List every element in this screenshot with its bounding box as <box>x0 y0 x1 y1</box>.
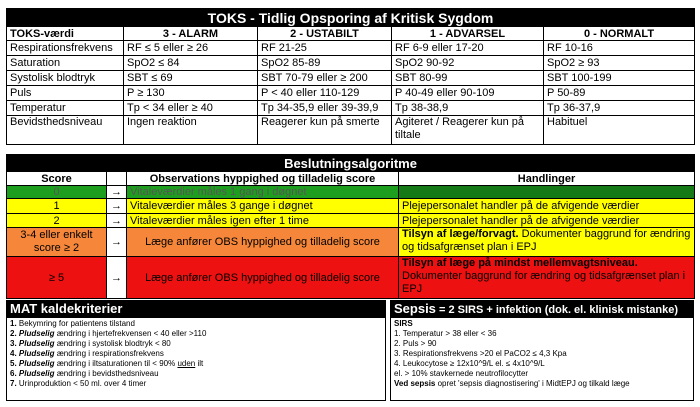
cell: SpO2 ≤ 84 <box>124 56 258 71</box>
cell: Tp 34-35,9 eller 39-39,9 <box>258 101 392 116</box>
cell: Tp < 34 eller ≥ 40 <box>124 101 258 116</box>
list-item: 3. Pludselig ændring i systolisk blodtryk < 80 <box>10 339 171 348</box>
toks-title: TOKS - Tidlig Opsporing af Kritisk Sygdom <box>7 9 695 27</box>
handling-cell: Plejepersonalet handler på de afvigende værdier <box>399 199 695 214</box>
handling-cell <box>399 228 695 257</box>
cell: RF 10-16 <box>544 41 695 56</box>
handling-cell <box>399 186 695 199</box>
cell: Agiteret / Reagerer kun på tiltale <box>392 116 544 145</box>
toks-row-bevidsthed <box>7 116 695 145</box>
cell: SpO2 90-92 <box>392 56 544 71</box>
cell: Bevidsthedsniveau <box>7 116 124 145</box>
cell: Reagerer kun på smerte <box>258 116 392 145</box>
beslutning-row-1 <box>7 199 695 214</box>
cell: SBT 70-79 eller ≥ 200 <box>258 71 392 86</box>
cell: Systolisk blodtryk <box>7 71 124 86</box>
cell: SBT 100-199 <box>544 71 695 86</box>
beslutning-header-row <box>7 172 695 186</box>
handling-bold: Tilsyn af læge på mindst mellemvagtsniveau. <box>402 257 638 269</box>
header-handlinger: Handlinger <box>399 172 695 186</box>
header-ustabilt: 2 - USTABILT <box>258 27 392 41</box>
list-item: 4. Pludselig ændring i respirationsfrekvens <box>10 349 164 358</box>
arrow-icon: → <box>107 214 127 228</box>
cell: Puls <box>7 86 124 101</box>
arrow-icon: → <box>107 228 127 257</box>
cell: SpO2 85-89 <box>258 56 392 71</box>
list-item: 1. Temperatur > 38 eller < 36 <box>394 329 497 338</box>
sepsis-title-rest: = 2 SIRS + infektion (dok. el. klinisk mistanke) <box>435 304 678 316</box>
cell: P < 40 eller 110-129 <box>258 86 392 101</box>
score-cell: 2 <box>7 214 107 228</box>
beslutning-table <box>6 154 695 299</box>
cell: Saturation <box>7 56 124 71</box>
cell: P 50-89 <box>544 86 695 101</box>
list-item: 2. Puls > 90 <box>394 339 437 348</box>
toks-table <box>6 8 695 145</box>
header-spacer <box>107 172 127 186</box>
header-advarsel: 1 - ADVARSEL <box>392 27 544 41</box>
sepsis-title-bold: Sepsis <box>394 301 436 316</box>
header-alarm: 3 - ALARM <box>124 27 258 41</box>
toks-row-saturation <box>7 56 695 71</box>
arrow-icon: → <box>107 186 127 199</box>
score-cell: 0 <box>7 186 107 199</box>
observation-cell: Vitaleværdier måles 3 gange i døgnet <box>127 199 399 214</box>
cell: RF 6-9 eller 17-20 <box>392 41 544 56</box>
mat-criteria-list <box>6 317 386 401</box>
observation-cell: Læge anfører OBS hyppighed og tilladelig score <box>127 228 399 257</box>
arrow-icon: → <box>107 257 127 299</box>
cell: Tp 36-37,9 <box>544 101 695 116</box>
toks-row-respiration <box>7 41 695 56</box>
sepsis-criteria-list <box>390 317 694 401</box>
list-item: 7. Urinproduktion < 50 ml. over 4 timer <box>10 379 147 388</box>
score-cell: ≥ 5 <box>7 257 107 299</box>
mat-title: MAT kaldekriterier <box>6 300 386 317</box>
list-item: el. > 10% stavkernede neutrofilocytter <box>394 369 529 378</box>
sepsis-footer: Ved sepsis opret 'sepsis diagnostisering' i MidtEPJ og tilkald læge <box>394 379 630 388</box>
list-item: 3. Respirationsfrekvens >20 el PaCO2 ≤ 4,3 Kpa <box>394 349 567 358</box>
observation-cell: Vitaleværdier måles 1 gang i døgnet <box>127 186 399 199</box>
cell: Temperatur <box>7 101 124 116</box>
sirs-label: SIRS <box>394 319 413 328</box>
list-item: 6. Pludselig ændring i bevidsthedsniveau <box>10 369 159 378</box>
header-normalt: 0 - NORMALT <box>544 27 695 41</box>
cell: RF 21-25 <box>258 41 392 56</box>
sepsis-title <box>390 300 694 317</box>
list-item: 1. Bekymring for patientens tilstand <box>10 319 135 328</box>
cell: RF ≤ 5 eller ≥ 26 <box>124 41 258 56</box>
handling-text: Dokumenter baggrund for ændring og tidsafgrænset plan i EPJ <box>402 270 686 295</box>
beslutning-row-4 <box>7 257 695 299</box>
header-observation: Observations hyppighed og tilladelig score <box>127 172 399 186</box>
cell: SBT 80-99 <box>392 71 544 86</box>
cell: P 40-49 eller 90-109 <box>392 86 544 101</box>
cell: Habituel <box>544 116 695 145</box>
header-toks-vaerdi: TOKS-værdi <box>7 27 124 41</box>
cell: SBT ≤ 69 <box>124 71 258 86</box>
list-item: 5. Pludselig ændring i iltsaturationen til < 90% uden ilt <box>10 359 204 368</box>
observation-cell: Vitaleværdier måles igen efter 1 time <box>127 214 399 228</box>
beslutning-row-0 <box>7 186 695 199</box>
beslutning-row-2 <box>7 214 695 228</box>
handling-bold: Tilsyn af læge/forvagt. <box>402 228 519 240</box>
beslutning-title: Beslutningsalgoritme <box>7 155 695 172</box>
handling-text: Dokumenter baggrund for ændring og tidsafgrænset plan i EPJ <box>402 228 691 253</box>
score-cell: 1 <box>7 199 107 214</box>
observation-cell: Læge anfører OBS hyppighed og tilladelig score <box>127 257 399 299</box>
cell: P ≥ 130 <box>124 86 258 101</box>
toks-row-blodtryk <box>7 71 695 86</box>
list-item: 2. Pludselig ændring i hjertefrekvensen < 40 eller >110 <box>10 329 207 338</box>
handling-cell <box>399 257 695 299</box>
arrow-icon: → <box>107 199 127 214</box>
cell: SpO2 ≥ 93 <box>544 56 695 71</box>
header-score: Score <box>7 172 107 186</box>
cell: Tp 38-38,9 <box>392 101 544 116</box>
handling-cell: Plejepersonalet handler på de afvigende værdier <box>399 214 695 228</box>
cell: Respirationsfrekvens <box>7 41 124 56</box>
beslutning-row-3 <box>7 228 695 257</box>
toks-row-temperatur <box>7 101 695 116</box>
toks-header-row <box>7 27 695 41</box>
list-item: 4. Leukocytose ≥ 12x10^9/L el. ≤ 4x10^9/L <box>394 359 545 368</box>
cell: Ingen reaktion <box>124 116 258 145</box>
score-cell: 3-4 eller enkelt score ≥ 2 <box>7 228 107 257</box>
toks-row-puls <box>7 86 695 101</box>
